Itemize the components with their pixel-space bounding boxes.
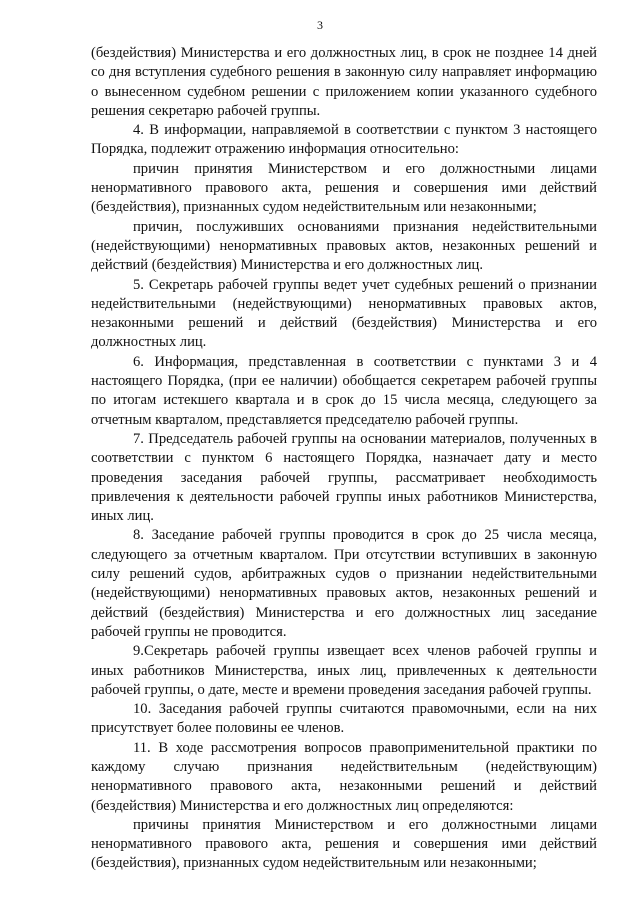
paragraph-item-4: 4. В информации, направляемой в соответствии с пунктом 3 настоящего Порядка, подлежит отражению информация относительно: (91, 122, 597, 158)
page-number: 3 (317, 18, 323, 32)
paragraph-item-7: 7. Председатель рабочей группы на основании материалов, полученных в соответствии с пунктом 6 настоящего Порядка, назначает дату и место проведения заседания рабочей группы, рассматривает необходимость привлечения к деятельности рабочей группы иных работников Министерства, иных лиц. (91, 430, 597, 525)
paragraph-item-9: 9.Секретарь рабочей группы извещает всех членов рабочей группы и иных работников Министерства, иных лиц, привлеченных к деятельности рабочей группы, о дате, месте и времени проведения заседания рабочей группы. (91, 643, 597, 698)
paragraph-item-4-sub-1: причин принятия Министерством и его должностными лицами ненормативного правового акта, решения и совершения ими действий (бездействия), признанных судом недействительным или незаконными; (91, 160, 597, 216)
paragraph-item-6: 6. Информация, представленная в соответствии с пунктами 3 и 4 настоящего Порядка, (при ее наличии) обобщается секретарем рабочей группы по итогам истекшего квартала и в срок до 15 числа месяца, следующего за отчетным кварталом, представляется председателю рабочей группы. (91, 353, 597, 428)
paragraph-item-10: 10. Заседания рабочей группы считаются правомочными, если на них присутствует более половины ее членов. (91, 701, 597, 737)
paragraph-continuation: (бездействия) Министерства и его должностных лиц, в срок не позднее 14 дней со дня вступления судебного решения в законную силу направляет информацию о вынесенном судебном решении с приложением копии указанного судебного решения секретарю рабочей группы. (91, 45, 597, 119)
document-body (91, 44, 597, 874)
paragraph-item-4-sub-2: причин, послуживших основаниями признания недействительными (недействующими) ненормативных правовых актов, незаконных решений и действий (бездействия) Министерства и его должностных лиц. (91, 218, 597, 274)
paragraph-item-8: 8. Заседание рабочей группы проводится в срок до 25 числа месяца, следующего за отчетным кварталом. При отсутствии вступивших в законную силу решений судов, арбитражных судов о признании недействительными (недействующими) ненормативных правовых актов, незаконных решений и действий (бездействия) Министерства и его должностных лиц заседание рабочей группы не проводится. (91, 527, 597, 640)
paragraph-item-11-sub-1: причины принятия Министерством и его должностными лицами ненормативного правового акта, решения и совершения ими действий (бездействия), признанных судом недействительным или незаконными; (91, 816, 597, 872)
paragraph-item-11: 11. В ходе рассмотрения вопросов правоприменительной практики по каждому случаю признания недействительным (недействующим) ненормативного правового акта, незаконными решений и действий (бездействия) Министерства и его должностных лиц определяются: (91, 739, 597, 814)
paragraph-item-5: 5. Секретарь рабочей группы ведет учет судебных решений о признании недействительными (недействующими) ненормативных правовых актов, незаконными решений и действий (бездействия) Министерства и его должностных лиц. (91, 276, 597, 351)
